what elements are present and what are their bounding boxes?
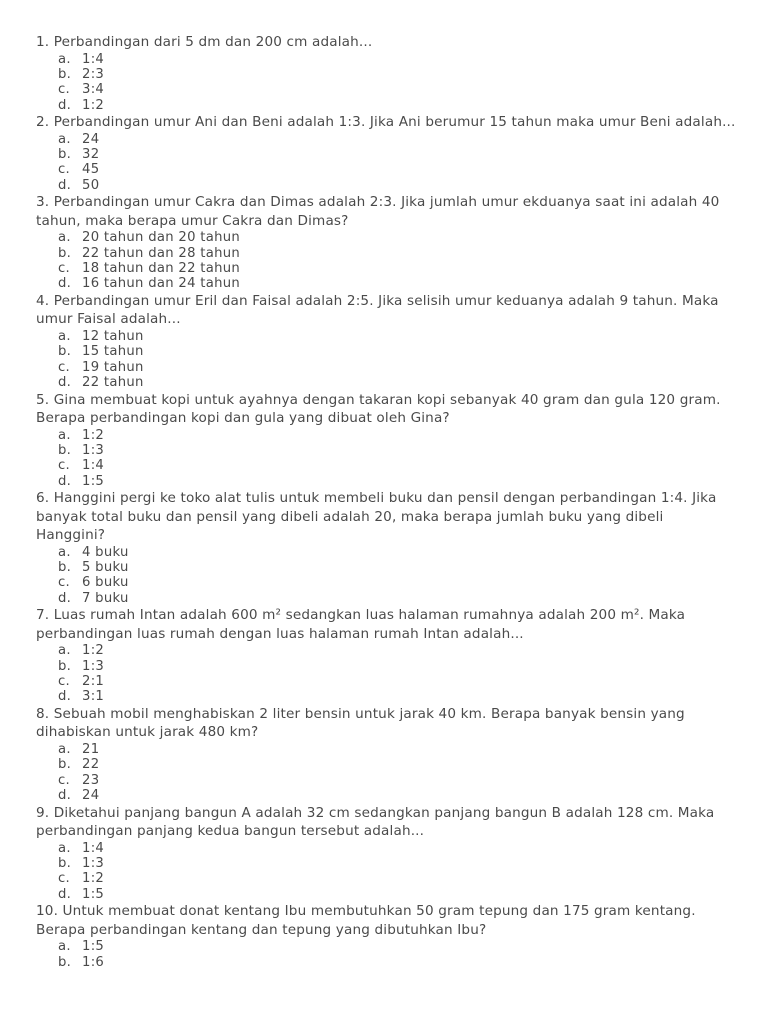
option-list	[36, 52, 736, 114]
answer-option	[58, 428, 736, 443]
answer-option	[58, 276, 736, 291]
answer-option	[58, 360, 736, 375]
option-list	[36, 329, 736, 391]
option-letter: d.	[58, 276, 72, 292]
answer-option	[58, 246, 736, 261]
option-text: 6 buku	[82, 575, 129, 591]
document-page	[36, 33, 736, 970]
question-text: 9. Diketahui panjang bangun A adalah 32 cm sedangkan panjang bangun B adalah 128 cm. Maka perbandingan panjang kedua bangun tersebut adalah...	[36, 804, 715, 839]
answer-option	[58, 147, 736, 162]
answer-option	[58, 560, 736, 575]
option-letter: c.	[58, 575, 71, 591]
option-list	[36, 742, 736, 804]
question-text: 3. Perbandingan umur Cakra dan Dimas adalah 2:3. Jika jumlah umur ekduanya saat ini adalah 40 tahun, maka berapa umur Cakra dan Dimas?	[36, 194, 720, 229]
answer-option	[58, 871, 736, 886]
option-letter: b.	[58, 344, 72, 360]
option-text: 1:3	[82, 658, 105, 674]
answer-option	[58, 591, 736, 606]
option-text: 22	[82, 757, 100, 773]
option-text: 45	[82, 162, 100, 178]
option-text: 2:1	[82, 674, 105, 690]
option-letter: b.	[58, 855, 72, 871]
answer-option	[58, 643, 736, 658]
question-text: 8. Sebuah mobil menghabiskan 2 liter bensin untuk jarak 40 km. Berapa banyak bensin yang dihabiskan untuk jarak 480 km?	[36, 705, 685, 741]
answer-option	[58, 82, 736, 97]
option-letter: b.	[58, 442, 72, 458]
question-9	[36, 804, 736, 903]
option-letter: b.	[58, 954, 72, 970]
answer-option	[58, 788, 736, 803]
option-letter: c.	[58, 674, 71, 690]
option-letter: d.	[58, 177, 72, 193]
question-text: 10. Untuk membuat donat kentang Ibu membutuhkan 50 gram tepung dan 175 gram kentang. Berapa perbandingan kentang dan tepung yang dibutuhkan Ibu?	[36, 903, 696, 938]
answer-option	[58, 773, 736, 788]
question-10	[36, 902, 736, 970]
answer-option	[58, 474, 736, 489]
answer-option	[58, 689, 736, 704]
question-3	[36, 193, 736, 292]
answer-option	[58, 856, 736, 871]
answer-option	[58, 344, 736, 359]
answer-option	[58, 52, 736, 67]
option-list	[36, 939, 736, 970]
option-list	[36, 428, 736, 490]
option-list	[36, 132, 736, 194]
option-letter: c.	[58, 871, 71, 887]
question-6	[36, 489, 736, 606]
option-letter: b.	[58, 245, 72, 261]
option-letter: b.	[58, 66, 72, 82]
answer-option	[58, 178, 736, 193]
answer-option	[58, 742, 736, 757]
option-text: 1:5	[82, 473, 105, 489]
option-letter: c.	[58, 458, 71, 474]
option-letter: b.	[58, 147, 72, 163]
option-list	[36, 545, 736, 607]
answer-option	[58, 841, 736, 856]
option-text: 3:1	[82, 689, 105, 705]
option-letter: d.	[58, 97, 72, 113]
option-text: 23	[82, 772, 100, 788]
option-text: 16 tahun dan 24 tahun	[82, 276, 241, 292]
option-letter: d.	[58, 689, 72, 705]
option-list	[36, 230, 736, 292]
option-text: 1:3	[82, 855, 105, 871]
option-letter: a.	[58, 328, 71, 344]
answer-option	[58, 939, 736, 954]
answer-option	[58, 659, 736, 674]
option-text: 2:3	[82, 66, 105, 82]
option-text: 1:2	[82, 871, 105, 887]
answer-option	[58, 674, 736, 689]
question-7	[36, 606, 736, 705]
option-text: 3:4	[82, 82, 105, 98]
option-text: 1:2	[82, 97, 105, 113]
option-letter: c.	[58, 772, 71, 788]
option-letter: c.	[58, 261, 71, 277]
option-letter: a.	[58, 427, 71, 443]
answer-option	[58, 887, 736, 902]
option-text: 1:6	[82, 954, 105, 970]
question-text: 2. Perbandingan umur Ani dan Beni adalah 1:3. Jika Ani berumur 15 tahun maka umur Beni adalah...	[36, 114, 736, 131]
option-letter: a.	[58, 51, 71, 67]
answer-option	[58, 443, 736, 458]
answer-option	[58, 67, 736, 82]
option-text: 7 buku	[82, 590, 129, 606]
option-text: 18 tahun dan 22 tahun	[82, 261, 241, 277]
question-8	[36, 705, 736, 804]
option-letter: a.	[58, 741, 71, 757]
option-text: 24	[82, 788, 100, 804]
option-letter: a.	[58, 840, 71, 856]
option-text: 20 tahun dan 20 tahun	[82, 230, 241, 246]
answer-option	[58, 575, 736, 590]
option-list	[36, 643, 736, 705]
option-letter: b.	[58, 757, 72, 773]
option-text: 1:5	[82, 886, 105, 902]
answer-option	[58, 955, 736, 970]
question-text: 1. Perbandingan dari 5 dm dan 200 cm adalah...	[36, 34, 373, 50]
question-text: 4. Perbandingan umur Eril dan Faisal adalah 2:5. Jika selisih umur keduanya adalah 9 tahun. Maka umur Faisal adalah...	[36, 292, 719, 328]
option-text: 1:2	[82, 643, 105, 659]
answer-option	[58, 132, 736, 147]
option-text: 1:5	[82, 939, 105, 955]
option-letter: a.	[58, 544, 71, 560]
answer-option	[58, 375, 736, 390]
option-text: 1:4	[82, 51, 105, 67]
option-text: 24	[82, 131, 100, 147]
option-letter: d.	[58, 886, 72, 902]
option-letter: a.	[58, 939, 71, 955]
option-list	[36, 841, 736, 903]
option-letter: c.	[58, 162, 71, 178]
option-letter: c.	[58, 359, 71, 375]
option-letter: c.	[58, 82, 71, 98]
option-text: 1:3	[82, 442, 105, 458]
question-2	[36, 113, 736, 193]
option-letter: d.	[58, 473, 72, 489]
question-text: 6. Hanggini pergi ke toko alat tulis untuk membeli buku dan pensil dengan perbandingan 1:4. Jika banyak total buku dan pensil yang dibeli adalah 20, maka berapa jumlah buku yang dibeli Hanggini?	[36, 490, 717, 544]
option-letter: a.	[58, 643, 71, 659]
option-text: 15 tahun	[82, 344, 144, 360]
answer-option	[58, 545, 736, 560]
question-4	[36, 292, 736, 391]
option-text: 32	[82, 147, 100, 163]
option-letter: d.	[58, 788, 72, 804]
option-text: 21	[82, 741, 100, 757]
answer-option	[58, 98, 736, 113]
option-text: 4 buku	[82, 544, 129, 560]
option-text: 12 tahun	[82, 328, 144, 344]
option-letter: d.	[58, 590, 72, 606]
question-1	[36, 33, 736, 113]
option-text: 50	[82, 177, 100, 193]
answer-option	[58, 261, 736, 276]
question-text: 7. Luas rumah Intan adalah 600 m² sedangkan luas halaman rumahnya adalah 200 m². Maka perbandingan luas rumah dengan luas halaman rumah Intan adalah...	[36, 607, 686, 642]
answer-option	[58, 230, 736, 245]
option-text: 22 tahun	[82, 375, 144, 391]
option-text: 19 tahun	[82, 359, 144, 375]
answer-option	[58, 757, 736, 772]
question-5	[36, 391, 736, 490]
answer-option	[58, 329, 736, 344]
option-text: 1:2	[82, 427, 105, 443]
option-text: 1:4	[82, 458, 105, 474]
answer-option	[58, 162, 736, 177]
answer-option	[58, 458, 736, 473]
option-letter: b.	[58, 658, 72, 674]
option-text: 5 buku	[82, 560, 129, 576]
option-letter: d.	[58, 375, 72, 391]
question-text: 5. Gina membuat kopi untuk ayahnya dengan takaran kopi sebanyak 40 gram dan gula 120 gram. Berapa perbandingan kopi dan gula yang dibuat oleh Gina?	[36, 391, 721, 426]
option-text: 22 tahun dan 28 tahun	[82, 245, 241, 261]
option-text: 1:4	[82, 840, 105, 856]
option-letter: a.	[58, 131, 71, 147]
option-letter: a.	[58, 230, 71, 246]
option-letter: b.	[58, 560, 72, 576]
